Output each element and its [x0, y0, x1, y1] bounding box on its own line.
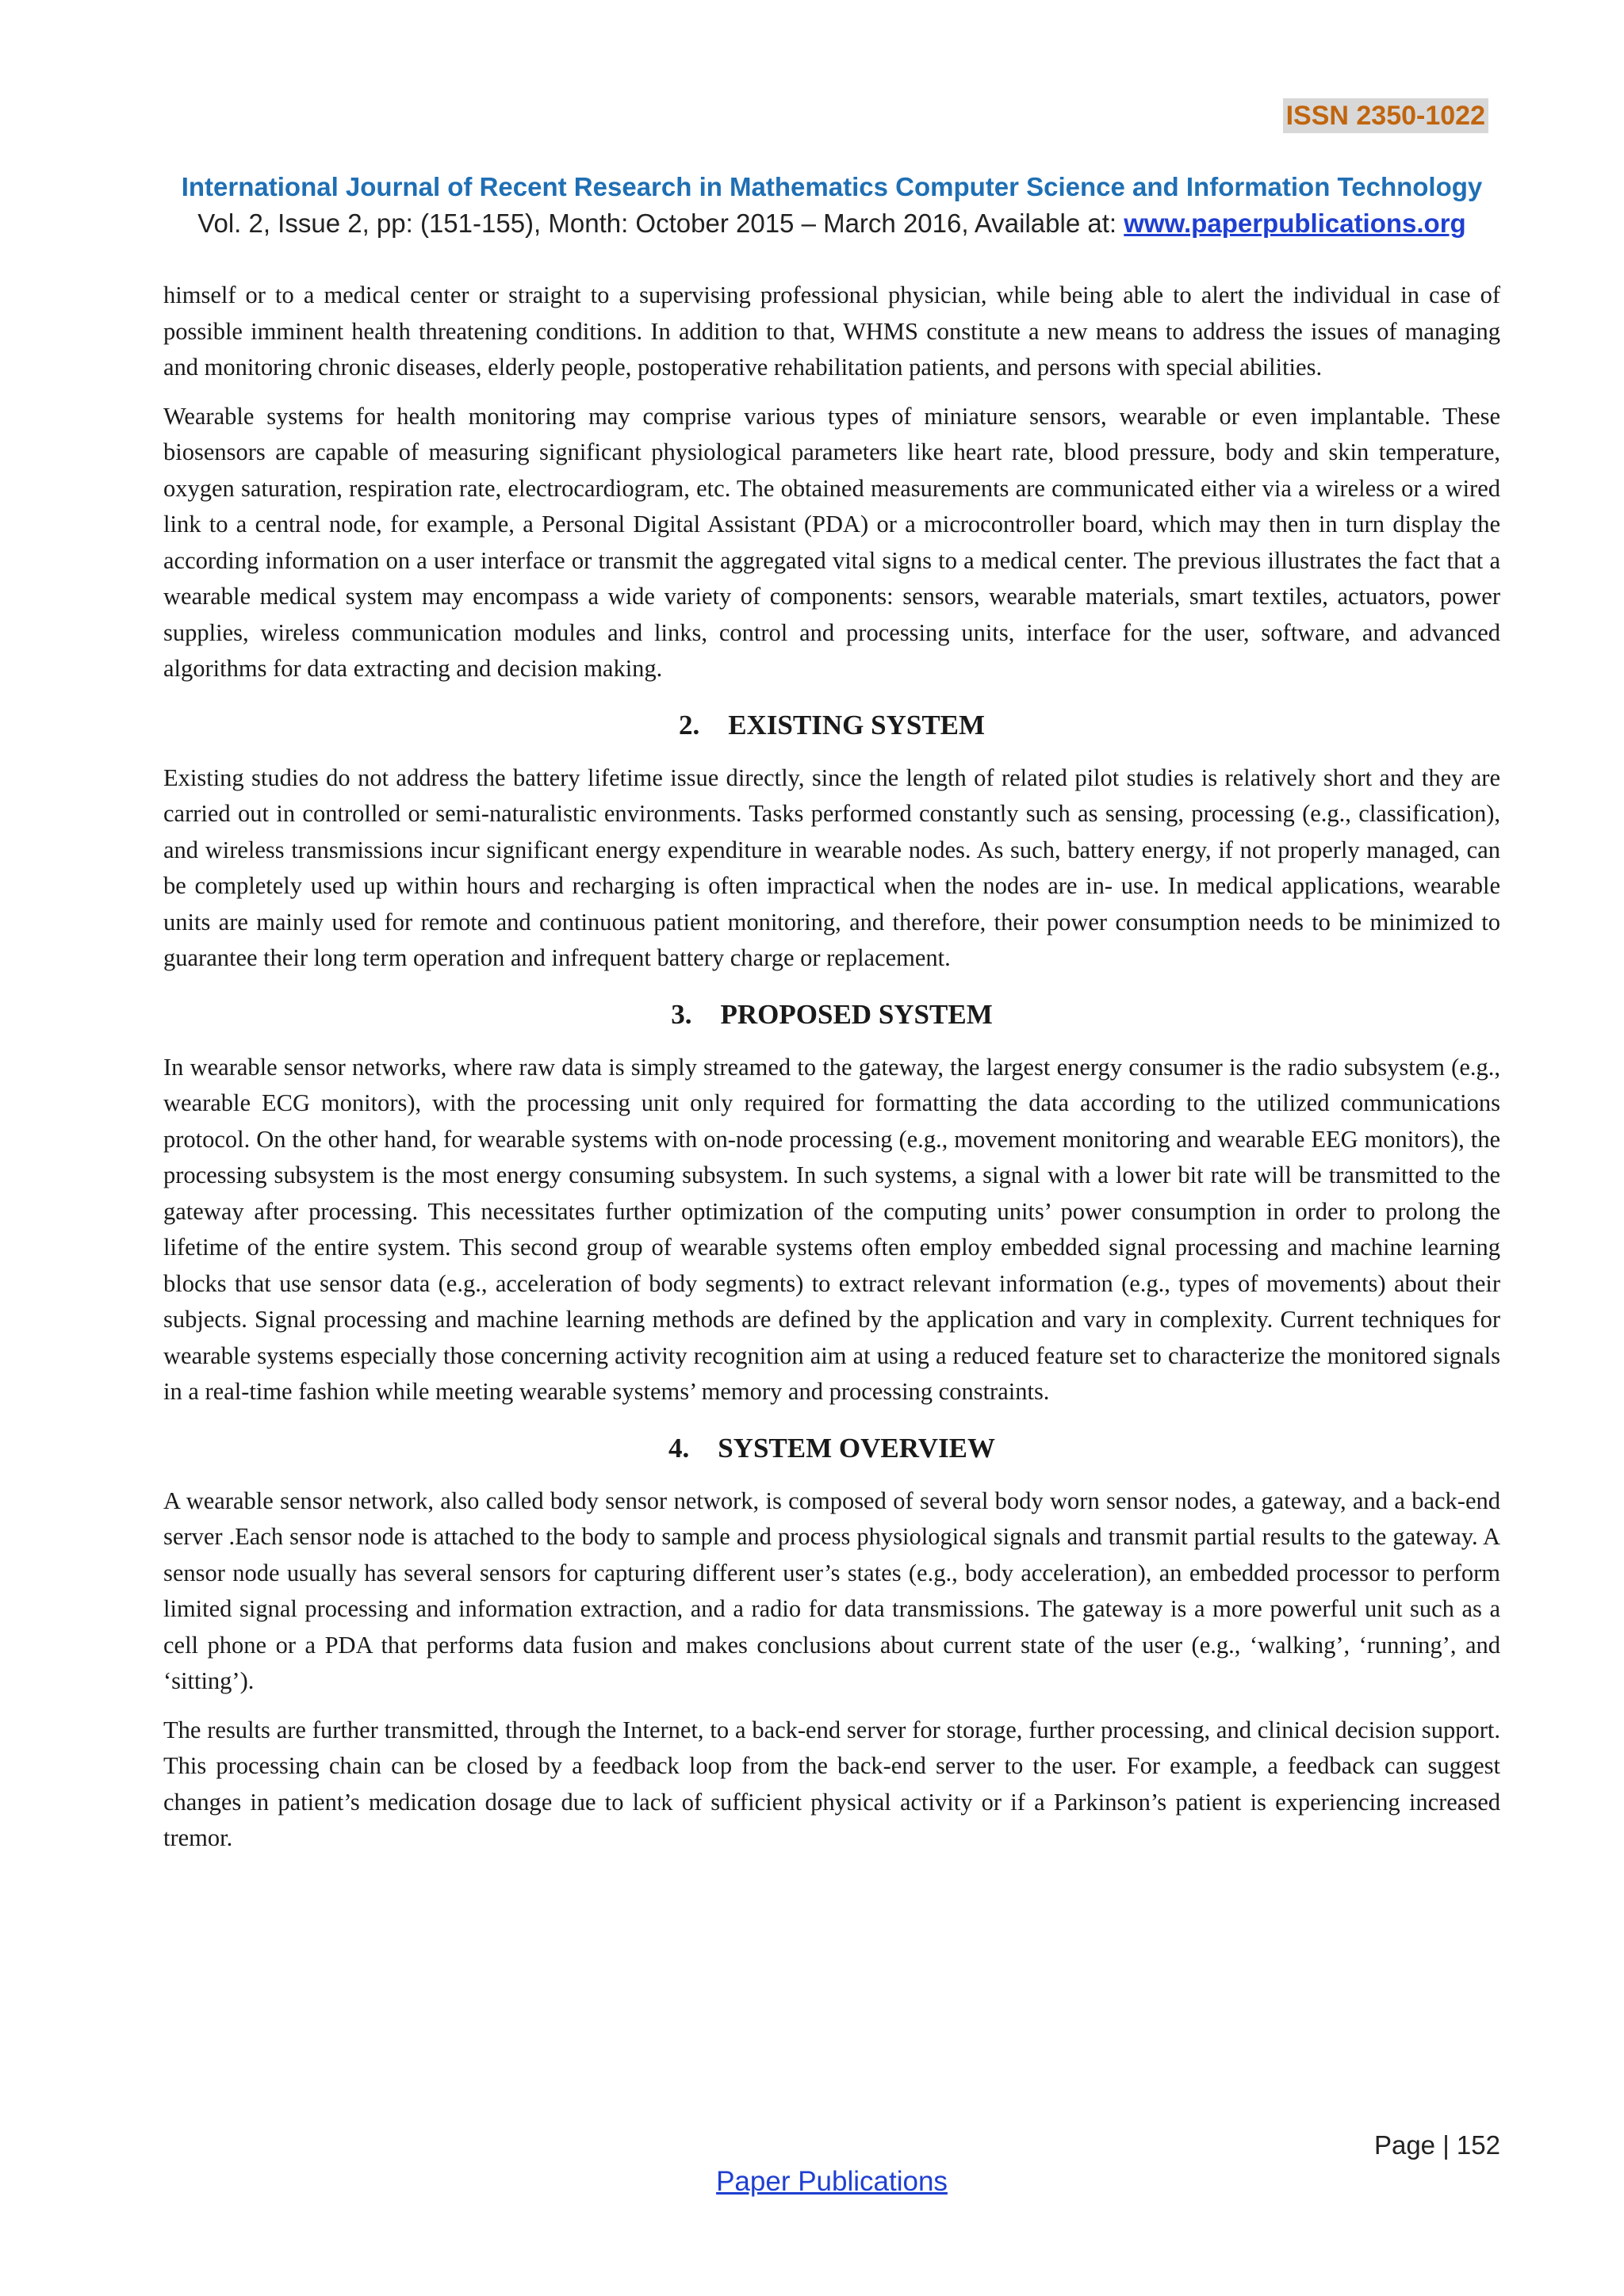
- journal-title: International Journal of Recent Research in Mathematics Computer Science and Information Technology: [181, 172, 1483, 201]
- section-title: EXISTING SYSTEM: [728, 709, 986, 740]
- section-number: 3.: [671, 998, 692, 1030]
- intro-paragraph-1: himself or to a medical center or straight to a supervising professional physician, while being able to alert the individual in case of possible imminent health threatening conditions. In addition to that, WHMS constitute a new means to address the issues of managing and monitoring chronic diseases, elderly people, postoperative rehabilitation patients, and persons with special abilities.: [163, 281, 1500, 381]
- existing-system-paragraph: Existing studies do not address the battery lifetime issue directly, since the length of related pilot studies is relatively short and they are carried out in controlled or semi-naturalistic environments. Tasks performed constantly such as sensing, processing (e.g., classification), and wireless transmissions incur significant energy expenditure in wearable nodes. As such, battery energy, if not properly managed, can be completely used up within hours and recharging is often impractical when the nodes are in- use. In medical applications, wearable units are mainly used for remote and continuous patient monitoring, and therefore, their power consumption needs to be minimized to guarantee their long term operation and infrequent battery charge or replacement.: [163, 763, 1500, 971]
- intro-paragraph-2: Wearable systems for health monitoring may comprise various types of miniature sensors, wearable or even implantable. These biosensors are capable of measuring significant physiological parameters like heart rate, blood pressure, body and skin temperature, oxygen saturation, respiration rate, electrocardiogram, etc. The obtained measurements are communicated either via a wireless or a wired link to a central node, for example, a Personal Digital Assistant (PDA) or a microcontroller board, which may then in turn display the according information on a user interface or transmit the aggregated vital signs to a medical center. The previous illustrates the fact that a wearable medical system may encompass a wide variety of components: sensors, wearable materials, smart textiles, actuators, power supplies, wireless communication modules and links, control and processing units, interface for the user, software, and advanced algorithms for data extracting and decision making.: [163, 402, 1500, 682]
- journal-info-line: [0, 208, 1624, 239]
- section-title: PROPOSED SYSTEM: [720, 998, 993, 1030]
- journal-info-text: Vol. 2, Issue 2, pp: (151-155), Month: October 2015 – March 2016, Available at:: [197, 209, 1124, 238]
- section-number: 2.: [678, 709, 700, 740]
- footer: [0, 2165, 1624, 2198]
- section-heading-existing-system: [163, 708, 1500, 743]
- section-number: 4.: [668, 1432, 690, 1464]
- section-heading-system-overview: [163, 1431, 1500, 1466]
- article-body: [163, 277, 1500, 1869]
- system-overview-paragraph-1: A wearable sensor network, also called body sensor network, is composed of several body worn sensor nodes, a gateway, and a back-end server .Each sensor node is attached to the body to sample and process physiological signals and transmit partial results to the gateway. A sensor node usually has several sensors for capturing different user’s states (e.g., body acceleration), an embedded processor to perform limited signal processing and information extraction, and a radio for data transmissions. The gateway is a more powerful unit such as a cell phone or a PDA that performs data fusion and makes conclusions about current state of the user (e.g., ‘walking’, ‘running’, and ‘sitting’).: [163, 1487, 1500, 1694]
- section-heading-proposed-system: [163, 997, 1500, 1032]
- system-overview-paragraph-2: The results are further transmitted, through the Internet, to a back-end server for storage, further processing, and clinical decision support. This processing chain can be closed by a feedback loop from the back-end server to the user. For example, a feedback can suggest changes in patient’s medication dosage due to lack of sufficient physical activity or if a Parkinson’s patient is experiencing increased tremor.: [163, 1716, 1500, 1851]
- publisher-link[interactable]: Paper Publications: [716, 2166, 948, 2197]
- journal-url-link[interactable]: www.paperpublications.org: [1124, 209, 1466, 238]
- section-title: SYSTEM OVERVIEW: [718, 1432, 996, 1464]
- proposed-system-paragraph: In wearable sensor networks, where raw data is simply streamed to the gateway, the largest energy consumer is the radio subsystem (e.g., wearable ECG monitors), with the processing unit only required for formatting the data according to the utilized communications protocol. On the other hand, for wearable systems with on-node processing (e.g., movement monitoring and wearable EEG monitors), the processing subsystem is the most energy consuming subsystem. In such systems, a signal with a lower bit rate will be transmitted to the gateway after processing. This necessitates further optimization of the computing units’ power consumption in order to prolong the lifetime of the entire system. This second group of wearable systems often employ embedded signal processing and machine learning blocks that use sensor data (e.g., acceleration of body segments) to extract relevant information (e.g., types of movements) about their subjects. Signal processing and machine learning methods are defined by the application and vary in complexity. Current techniques for wearable systems especially those concerning activity recognition aim at using a reduced feature set to characterize the monitored signals in a real-time fashion while meeting wearable systems’ memory and processing constraints.: [163, 1053, 1500, 1405]
- page-number: Page | 152: [1373, 2130, 1500, 2160]
- issn-badge: ISSN 2350-1022: [1283, 98, 1488, 133]
